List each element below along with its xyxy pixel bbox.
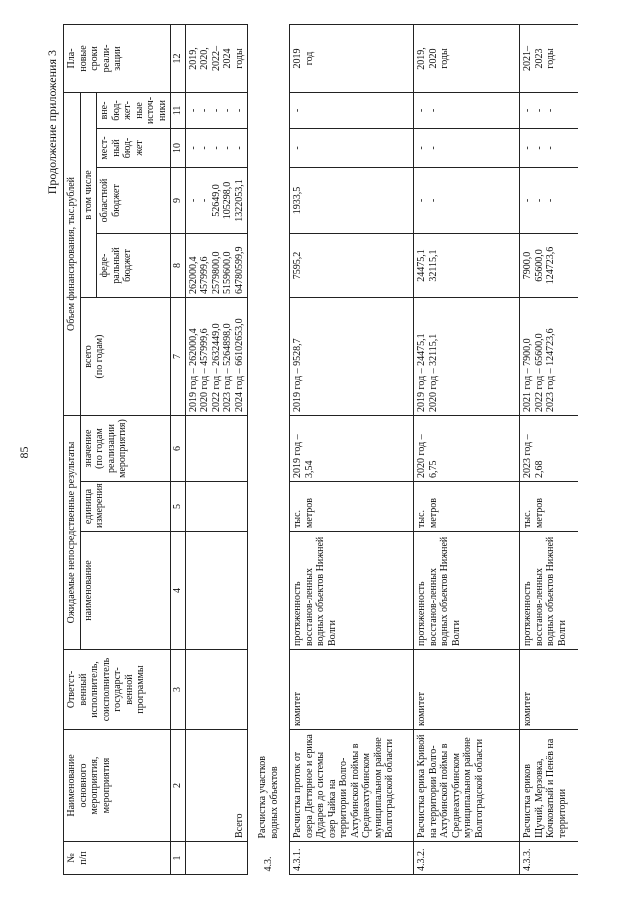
total-financing: 2019 год – 262000,4 2020 год – 457999,6 2022 год – 2632449,0 2023 год – 5264898,0 2024 год – 66102653,0 bbox=[185, 298, 248, 416]
col-number: 4 bbox=[171, 532, 186, 650]
col-number: 12 bbox=[171, 24, 186, 92]
row-federal: 24475,1 32115,1 bbox=[414, 234, 520, 298]
row-result-value: 2023 год – 2,68 bbox=[520, 416, 578, 482]
row-federal: 7900,0 65600,0 124723,6 bbox=[520, 234, 578, 298]
program-table bbox=[63, 24, 578, 875]
row-years: 2019 год bbox=[290, 24, 414, 92]
row-result-value: 2020 год – 6,75 bbox=[414, 416, 520, 482]
row-local: - - - bbox=[520, 129, 578, 168]
row-result-unit: тыс. метров bbox=[414, 482, 520, 532]
header-financing-group: Объем финансирования, тыс.рублей bbox=[64, 92, 81, 415]
header-extrabudgetary: вне- бюд- жет- ные источ- ники bbox=[97, 92, 171, 128]
row-years: 2021– 2023 годы bbox=[520, 24, 578, 92]
row-extrabudgetary: - - - bbox=[520, 92, 578, 128]
row-extrabudgetary: - bbox=[290, 92, 414, 128]
row-result-name: протяженность восстанов-ленных водных объектов Нижней Волги bbox=[414, 532, 520, 650]
header-financing-total: всего (по годам) bbox=[80, 298, 171, 416]
header-name: Наименование основного мероприятия, мероприятия bbox=[64, 730, 171, 842]
row-result-unit: тыс. метров bbox=[520, 482, 578, 532]
row-financing-total: 2021 год – 7900,0 2022 год – 65600,0 2023 год – 124723,6 bbox=[520, 298, 578, 416]
col-number: 5 bbox=[171, 482, 186, 532]
header-executor: Ответст- венный исполнитель, соисполнитель государст- венной программы bbox=[64, 650, 171, 730]
col-number: 7 bbox=[171, 298, 186, 416]
row-years: 2019, 2020 годы bbox=[414, 24, 520, 92]
header-result-name: наименование bbox=[80, 532, 171, 650]
column-numbers-row bbox=[171, 24, 186, 874]
col-number: 1 bbox=[171, 842, 186, 875]
header-result-unit: единица измерения bbox=[80, 482, 171, 532]
section-row bbox=[248, 24, 290, 874]
table-row bbox=[414, 24, 520, 874]
section-title: Расчистка участков водных объектов bbox=[257, 756, 280, 839]
section-number: 4.3. bbox=[262, 856, 274, 872]
col-number: 11 bbox=[171, 92, 186, 128]
header-result-value: значение (по годам реализации мероприятия) bbox=[80, 416, 171, 482]
header-results-group: Ожидаемые непосредственные результаты bbox=[64, 416, 81, 650]
row-regional: 1933,5 bbox=[290, 168, 414, 234]
col-number: 10 bbox=[171, 129, 186, 168]
col-number: 6 bbox=[171, 416, 186, 482]
row-result-value: 2019 год – 3,54 bbox=[290, 416, 414, 482]
total-federal: 262000,4 457999,6 2579800,0 5159600,0 64780599,9 bbox=[185, 234, 248, 298]
row-name: Расчистка ерика Кривой на территории Волго-Ахтубинской поймы в Среднеахтубинском муниципальном районе Волгоградской области bbox=[414, 730, 520, 842]
row-name: Расчистка проток от озера Дегтярное и ерика Дударев до системы озер Чайка на территории Волго-Ахтубинской поймы в Среднеахтубинском муниципальном районе Волгоградской области bbox=[290, 730, 414, 842]
table-row bbox=[290, 24, 414, 874]
col-number: 8 bbox=[171, 234, 186, 298]
row-regional: - - bbox=[414, 168, 520, 234]
row-result-name: протяженность восстанов-ленных водных объектов Нижней Волги bbox=[520, 532, 578, 650]
page-number: 85 bbox=[17, 446, 31, 459]
col-number: 9 bbox=[171, 168, 186, 234]
row-executor: комитет bbox=[290, 650, 414, 730]
total-label: Всего bbox=[185, 730, 248, 842]
total-extrabudgetary: - - - - - bbox=[185, 92, 248, 128]
row-extrabudgetary: - - bbox=[414, 92, 520, 128]
header-financing-including: в том числе bbox=[80, 92, 97, 297]
row-federal: 7595,2 bbox=[290, 234, 414, 298]
row-executor: комитет bbox=[520, 650, 578, 730]
row-result-unit: тыс. метров bbox=[290, 482, 414, 532]
header-years: Пла- новые сроки реали- зации bbox=[64, 24, 171, 92]
header-regional-budget: областной бюджет bbox=[97, 168, 171, 234]
header-local-budget: мест- ный бюд- жет bbox=[97, 129, 171, 168]
header-num: № п/п bbox=[64, 842, 171, 875]
row-number: 4.3.1. bbox=[290, 842, 414, 875]
header-federal-budget: феде- ральный бюджет bbox=[97, 234, 171, 298]
row-number: 4.3.2. bbox=[414, 842, 520, 875]
col-number: 2 bbox=[171, 730, 186, 842]
row-name: Расчистка ериков Щучий, Мерзовка, Кочковатый и Пенёв на территории bbox=[520, 730, 578, 842]
total-local: - - - - - bbox=[185, 129, 248, 168]
row-executor: комитет bbox=[414, 650, 520, 730]
row-local: - bbox=[290, 129, 414, 168]
total-regional: - - 52649,0 105298,0 1322053,1 bbox=[185, 168, 248, 234]
total-years: 2019, 2020, 2022– 2024 годы bbox=[185, 24, 248, 92]
col-number: 3 bbox=[171, 650, 186, 730]
total-row bbox=[185, 24, 248, 874]
row-regional: - - - bbox=[520, 168, 578, 234]
row-result-name: протяженность восстанов-ленных водных объектов Нижней Волги bbox=[290, 532, 414, 650]
row-financing-total: 2019 год – 24475,1 2020 год – 32115,1 bbox=[414, 298, 520, 416]
table-row bbox=[520, 24, 578, 874]
row-local: - - bbox=[414, 129, 520, 168]
row-number: 4.3.3. bbox=[520, 842, 578, 875]
appendix-caption: Продолжение приложения 3 bbox=[45, 50, 59, 195]
row-financing-total: 2019 год – 9528,7 bbox=[290, 298, 414, 416]
